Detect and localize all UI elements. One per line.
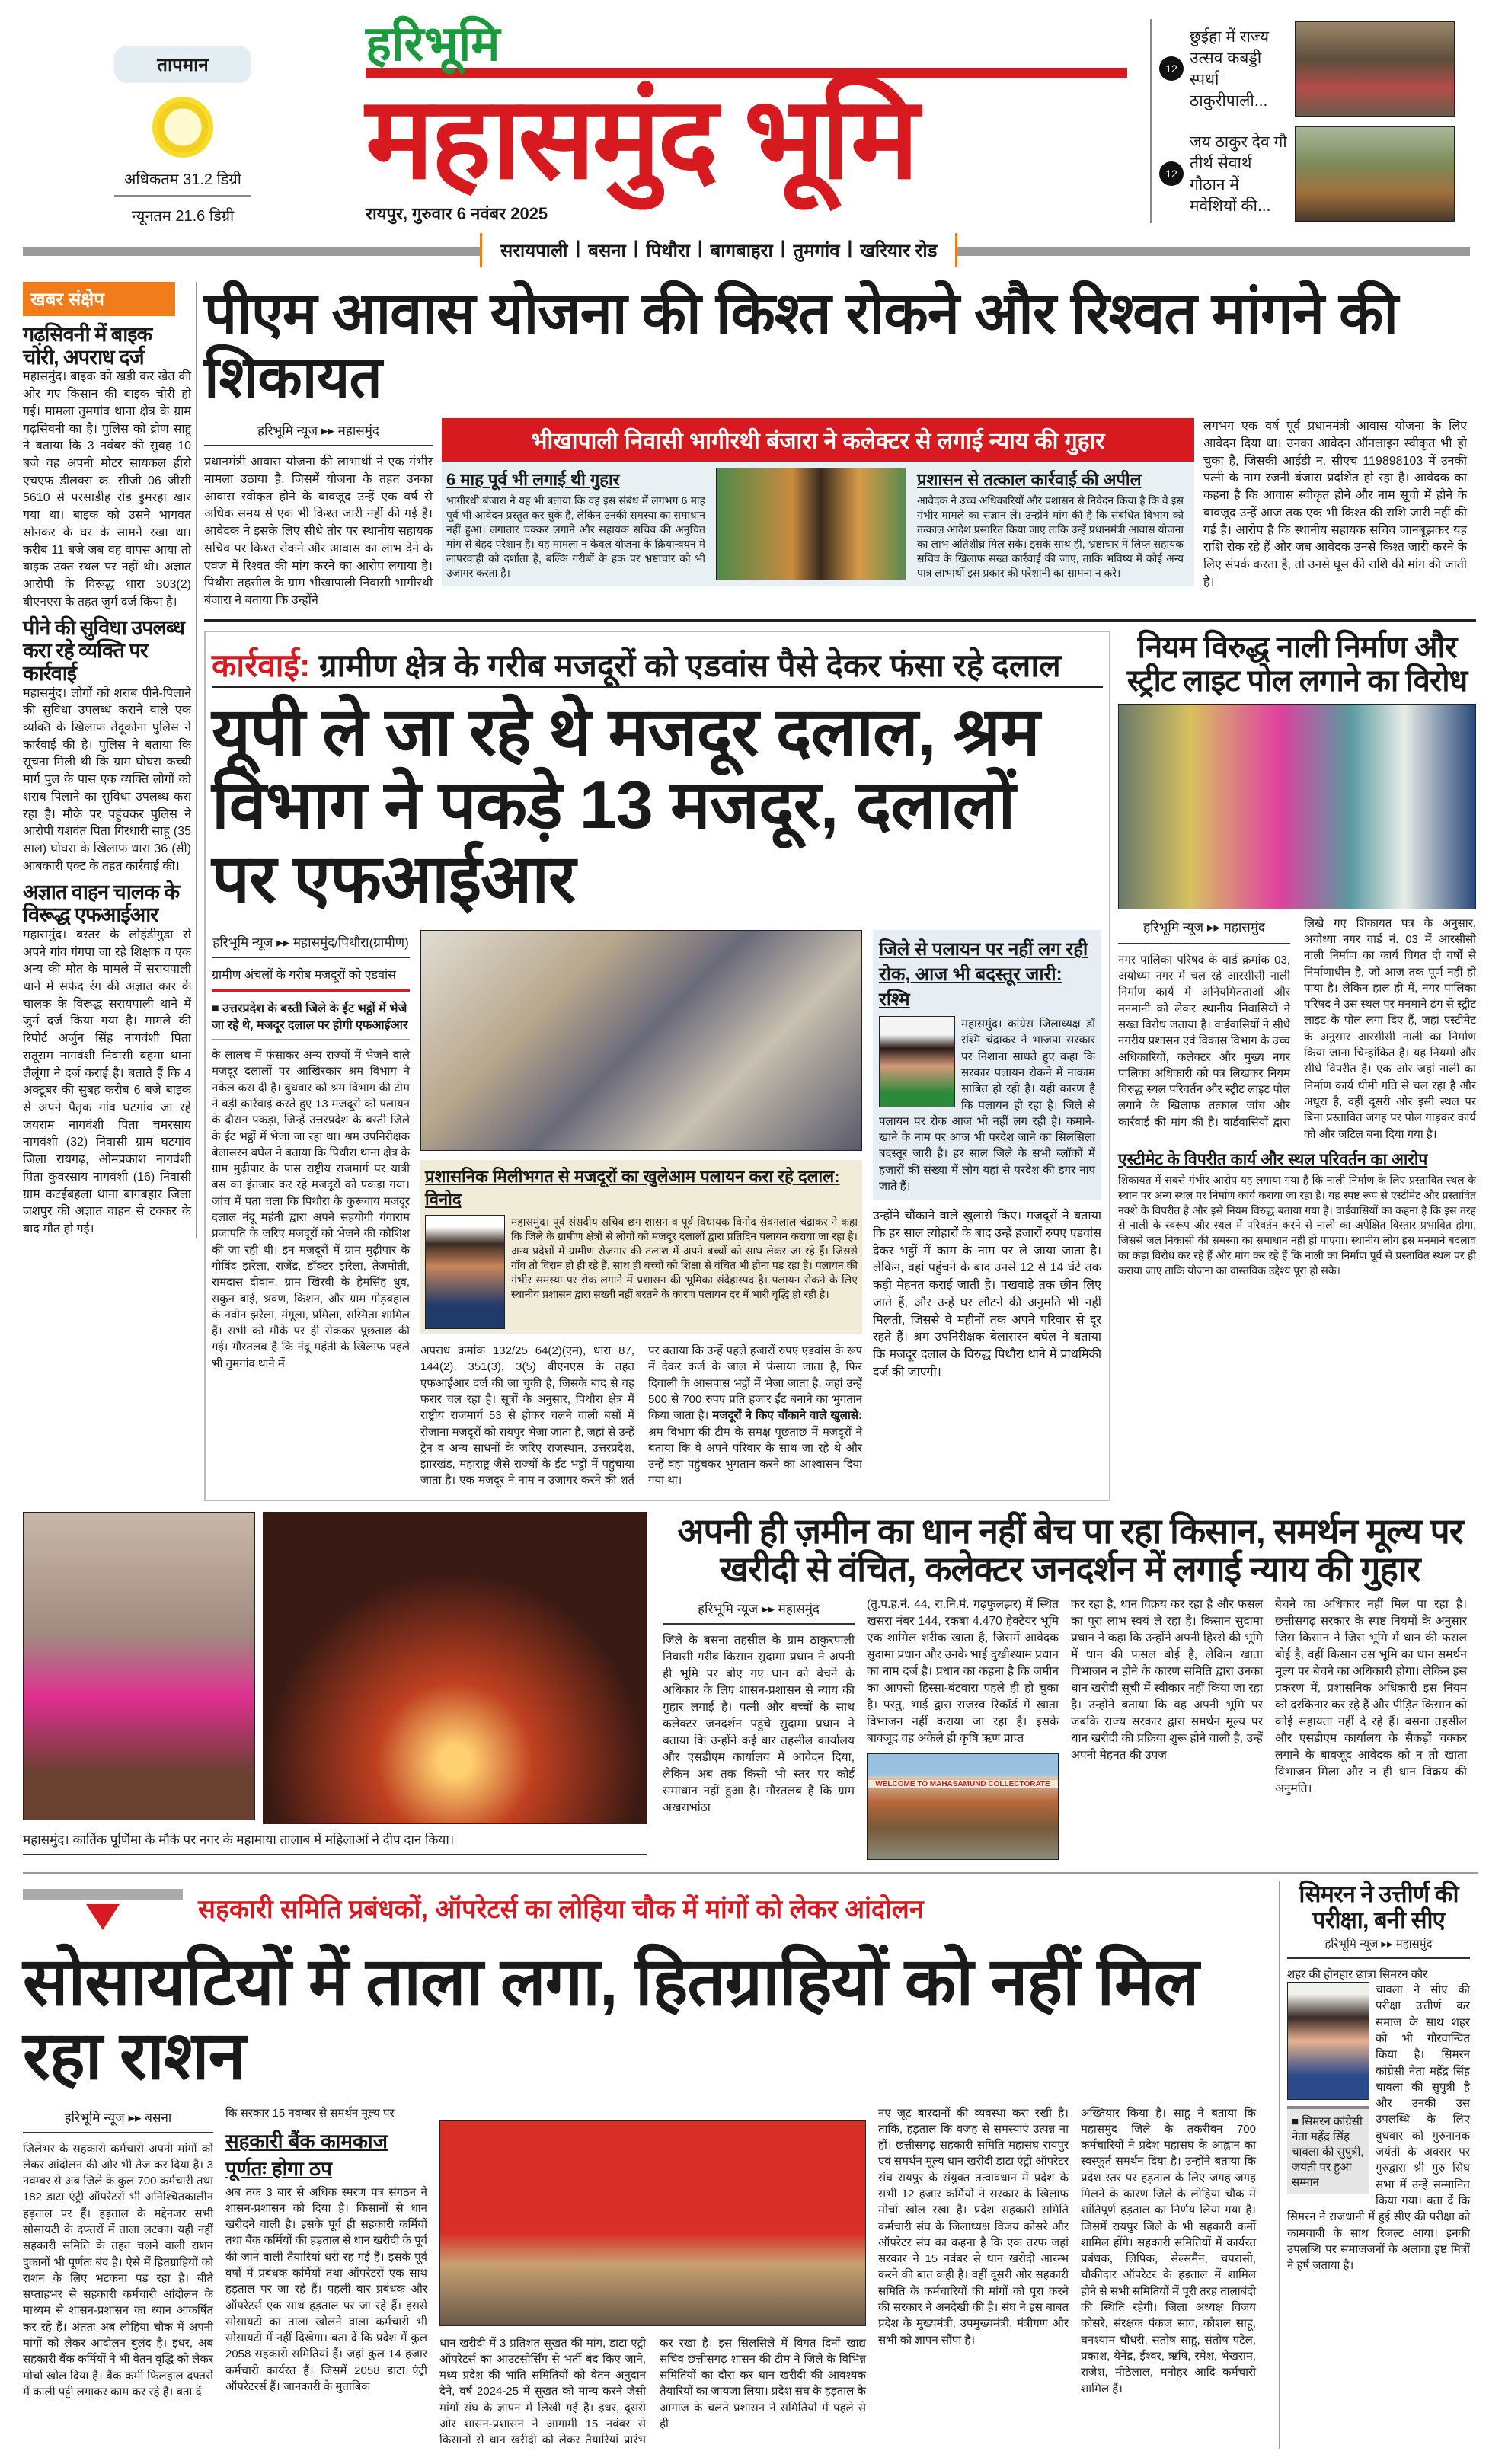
deepdaan-photo-2 [263,1512,647,1824]
story3-headline: नियम विरुद्ध नाली निर्माण और स्ट्रीट लाइट पोल लगाने का विरोध [1126,630,1468,698]
teaser-text: छुईहा में राज्य उत्सव कबड्डी स्पर्धा ठाकुरीपाली... [1190,28,1270,110]
second-band [23,1512,1478,1860]
brief-body: महासमुंद। बाइक को खड़ी कर खेत की ओर गए किसान की बाइक चोरी हो गई। मामला तुमगांव थाना क्षेत्र के ग्राम गढ़सिवनी का है। पुलिस को द्रोण साहू ने बताया कि 3 नवंबर की सुबह 10 बजे वह अपनी मोटर सायकल हीरो एचएफ डीलक्स क्र. सीजी 06 जीसी 5610 से परसाडीह रोड डुमरहा खार गया था। बाइक को उसने भागवत सोनकर के घर के सामने रखा था। करीब 11 बजे जब वह वापस आया तो बाइक उक्त स्थल पर नहीं थी। अज्ञात आरोपी के विरूद्ध धारा 303(2) बीएनएस के तहत जुर्म दर्ज किया है। [23,370,191,609]
photo-caption: महासमुंद। कार्तिक पूर्णिमा के मौके पर नगर के महामाया तालाब में महिलाओं ने दीप दान किया। [23,1824,647,1855]
brand-logo: हरिभूमि [366,16,500,71]
weather-label: तापमान [114,46,251,83]
story5-col4: नए जूट बारदानों की व्यवस्था करा रखी है। ताकि, हड़ताल कि वजह से समस्याएं उत्पन्न ना हों। छत्तीसगढ़ सहकारी समिति महासंघ रायपुर एवं समर्थन मूल्य धान खरीदी डाटा एंट्री ऑपरेटर संघ रायपुर के संयुक्त तत्वावधान में प्रदेश के सभी 12 हजार कर्मियों ने सरकार के खिलाफ मोर्चा खोल रखा है। प्रदेश सहकारी समिति कर्मचारी संघ के जिलाध्यक्ष विजय कोसरे और ऑपरेटर संघ का कहना है कि एक तरफ जहां सरकार ने 15 नवंबर से धान खरीदी आरम्भ करने की बात कही है। वहीं दूसरी ओर सहकारी समिति के कर्मचारियों की मांगों को पूरा करने की सरकार ने अनदेखी की है। संघ ने इस बाबत प्रदेश के मुख्यमंत्री, उपमुख्यमंत्री, मंत्रीगण और सभी को ज्ञापन सौंपा है। [878,2106,1069,2347]
brief-title: गढ़सिवनी में बाइक चोरी, अपराध दर्ज [23,323,152,369]
story2-intro: ग्रामीण अंचलों के गरीब मजदूरों को एडवांस [212,966,410,992]
nav-bar [23,233,1470,271]
story4 [663,1512,1478,1860]
byline: हरिभूमि न्यूज ▸▸ बसना [23,2105,213,2133]
story2-body-b: अपराध क्रमांक 132/25 64(2)(एम), धारा 87, 144(2), 351(3), 3(5) बीएनएस के तहत एफआईआर दर्ज की जा चुकी है, जिसके बाद से वह फरार चल रहा है। सूत्रों के अनुसार, पिथौरा क्षेत्र में राष्ट्रीय राजमार्ग 53 से होकर चलने वाली बसों में रोजाना मजदूरों को रायपुर भेजा जाता है, जहां से उन्हें ट्रेन व अन्य साधनों के जरिए राजस्थान, उत्तरप्रदेश, झारखंड, महाराष्ट्र जैसे राज्यों के ईंट भट्ठों में पहुंचाया जाता है। एक मजदूर ने नाम न उजागर करने की शर्त पर बताया कि उन्हें पहले हजारों रुपए एडवांस के रूप में देकर कर्ज के जाल में फंसाया जाता है, फिर दिवाली के आसपास भट्ठों में भेजा जाता है, जहां उन्हें 500 से 700 रुपए प्रति हजार ईंट बनाने का भुगतान किया जाता है। मजदूरों ने किए चौंकाने वाले खुलासे: श्रम विभाग की टीम के समक्ष पूछताछ में मजदूरों ने बताया कि वे अपने परिवार के साथ जा रहे थे और उन्हें वहां पहुंचकर भुगतान करने का आश्वासन दिया गया था। [420,1344,862,1488]
box2-title: प्रशासन से तत्काल कार्रवाई की अपील [917,470,1142,490]
story4-col3: कर रहा है, धान विक्रय कर रहा है और फसल का पूरा लाभ स्वयं ले रहा है। किसान सुदामा प्रधान ने कहा कि उन्होंने अपनी हिस्से की भूमि में धान की फसल बोई है, लेकिन खाता विभाजन न होने के कारण समिति द्वारा उनका धान खरीदी सूची में स्वीकार नहीं किया जा रहा है। उन्होंने बताया कि वह अपनी भूमि पर जबकि राज्य सरकार द्वारा समर्थन मूल्य पर धान खरीदी की प्रक्रिया शुरू होने वाली है, उन्हें अपनी मेहनत की उपज [1071,1597,1263,1762]
story5-kicker: सहकारी समिति प्रबंधकों, ऑपरेटर्स का लोहिया चौक में मांगों को लेकर आंदोलन [198,1894,924,1924]
story6-headline: सिमरन ने उत्तीर्ण की परीक्षा, बनी सीए [1299,1880,1459,1933]
briefs-header: खबर संक्षेप [23,282,175,316]
brief-title: पीने की सुविधा उपलब्ध करा रहे व्यक्ति पर कार्रवाई [23,616,184,685]
collectorate-sign: WELCOME TO MAHASAMUND COLLECTORATE [868,1780,1058,1788]
story6-bullet: ■ सिमरन कांग्रेसी नेता महेंद्र सिंह चावला की सुपुत्री, जयंती पर हुआ सम्मान [1287,2106,1369,2194]
nav-bagbahara[interactable]: बागबाहरा [710,241,773,261]
rashmi-sidebar [873,930,1101,1200]
story3-subhead: एस्टीमेट के विपरीत कार्य और स्थल परिवर्तन का आरोप [1118,1150,1428,1168]
kicker-label: कार्रवाई: [212,647,311,683]
protest-photo [1118,704,1476,909]
teaser-1[interactable] [1159,19,1470,118]
byline: हरिभूमि न्यूज ▸▸ महासमुंद [1287,1933,1470,1959]
brief-title: अज्ञात वाहन चालक के विरूद्ध एफआईआर [23,880,180,927]
story4-col2: (तु.प.ह.नं. 44, रा.नि.मं. गढ़फुलझर) में स्थित खसरा नंबर 144, रकबा 4.470 हेक्टेयर भूमि एक शामिल शरीक खाता है, जिसमें आवेदक सुदामा प्रधान और उनके भाई दुखीश्याम प्रधान का नाम दर्ज है। प्रधान का कहना है कि जमीन का आपसी हिस्सा-बंटवारा पहले ही हो चुका है। परंतु, भाई द्वारा राजस्व रिकॉर्ड में खाता विभाजन नहीं कराया जा रहा है। इसके बावजूद वह अकेले ही कृषि ऋण प्राप्त [867,1597,1059,1745]
kabaddi-photo [1295,21,1455,117]
deepdaan-photo-1 [23,1512,255,1820]
story1-left [204,418,433,609]
byline: हरिभूमि न्यूज ▸▸ महासमुंद [204,418,433,446]
section-arrow-icon [23,1889,183,1900]
story5-col2: अब तक 3 बार से अधिक स्मरण पत्र संगठन ने शासन-प्रशासन को दिया है। किसानों से धान खरीदने वाली है। इसके पूर्व ही सहकारी कर्मियों तथा बैंक कर्मियों की हड़ताल से धान खरीदी के पूर्व की जाने वाली तैयारियां धरी रह गई हैं। इसके पूर्व वर्षों में प्रबंधक कर्मियों तथा ऑपरेटरों एक साथ हड़ताल पर जा रहे हैं। पहली बार प्रबंधक और ऑपरेटर्स एक साथ हड़ताल पर जा रहे हैं। इससे सोसायटी का ताला खोलने वाला कर्मचारी भी सोसायटी में नहीं दिखेगा। बता दें कि प्रदेश में कुल 2058 सहकारी समितियां हैं। जहां कुल 14 हजार कर्मचारी कार्यरत हैं। जिसमें 2058 डाटा एंट्री ऑपरेटरर्स हैं। जानकारी के मुताबिक [225,2185,427,2394]
masthead [23,0,1478,225]
story4-headline: अपनी ही ज़मीन का धान नहीं बेच पा रहा किसान, समर्थन मूल्य पर खरीदी से वंचित, कलेक्टर जनदर्शन में लगाई न्याय की गुहार [677,1510,1463,1590]
story5 [23,1881,1280,2449]
vinod-title: प्रशासनिक मिलीभगत से मजदूरों का खुलेआम पलायन करा रहे दलाल: विनोद [425,1167,840,1210]
sun-icon [157,101,209,153]
box1-title: 6 माह पूर्व भी लगाई थी गुहार [446,470,620,490]
vinod-body: महासमुंद। पूर्व संसदीय सचिव छग शासन व पूर्व विधायक विनोद सेवनलाल चंद्राकर ने कहा कि जिले के ग्रामीण क्षेत्रों से लोगों को मजदूर दलालों द्वारा प्रतिदिन पलायन कराया जा रहा है। अन्य प्रदेशों में ग्रामीण रोजगार की तलाश में अपने बच्चों को साथ लेकर जा रहे हैं। जिससे गॉंव तो विरान हो ही रहे हैं, साथ ही बच्चों को शिक्षा से वंचित भी होना पड़ रहा है। पलायन की गंभीर समस्या पर रोक लगाने में प्रशासन की भूमिका संदेहास्पद है। पलायन रोकने के लिए स्थानीय प्रशासन द्वारा सख्ती नहीं बरतने के कारण पलायन दर में भारी वृद्धि हो रही है। [511,1216,858,1300]
nav-khariyar-road[interactable]: खरियार रोड [860,241,938,261]
brief-body: महासमुंद। लोगों को शराब पीने-पिलाने की सुविधा उपलब्ध कराने वाले एक व्यक्ति के खिलाफ तेंदूकोना पुलिस ने कार्रवाई की है। पुलिस ने बताया कि सूचना मिली थी कि ग्राम घोघरा कच्ची मार्ग पुल के पास एक व्यक्ति लोगों को शराब पिलाने का सुविधा उपलब्ध करा रहा है। मौके पर पहुंचकर पुलिस ने आरोपी यशवंत पिता गिरधारी साहू (35 साल) घोघरा के खिलाफ धारा 36 (सी) आबकारी एक्ट के तहत कार्रवाई की। [23,686,191,873]
story1-headline: पीएम आवास योजना की किश्त रोकने और रिश्वत मांगने की शिकायत [204,281,1398,410]
news-briefs [23,282,197,1238]
vinod-photo [425,1215,505,1329]
rashmi-title: जिले से पलायन पर नहीं लग रही रोक, आज भी बदस्तूर जारी: रश्मि [879,939,1088,1011]
section-divider [204,619,1476,622]
max-temp: अधिकतम 31.2 डिग्री [114,168,251,197]
story1-body: प्रधानमंत्री आवास योजना की लाभार्थी ने एक गंभीर मामला उठाया है, जिसमें योजना के तहत उनका आवास स्वीकृत होने के बावजूद उन्हें एक वर्ष से अधिक समय से एक भी किश्त जारी नहीं की गई है। आवेदक ने इसके लिए सीधे तौर पर स्थानीय सहायक सचिव पर किश्त रोकने और आवास का लाभ देने के एवज में रिश्वत की मांग करने का आरोप लगाया है। पिथौरा तहसील के ग्राम भीखापाली निवासी भागीरथी बंजारा ने बताया कि उन्होंने [204,455,433,607]
brief-item [23,881,191,1238]
vinod-box [420,1160,862,1334]
rashmi-photo [879,1016,955,1107]
box1-body: भागीरथी बंजारा ने यह भी बताया कि वह इस संबंध में लगभग 6 माह पूर्व भी आवेदन प्रस्तुत कर चुके हैं, लेकिन उनकी समस्या का समाधान नहीं हुआ। लगातार चक्कर लगाने और सहायक सचिव की अनुचित मांग से बेहद परेशान हैं। यह मामला न केवल योजना के क्रियान्वयन में लापरवाही को दर्शाता है, बल्कि गरीबों के हक पर भ्रष्टाचार को भी उजागर करता है। [446,494,705,579]
story5-col5: अख्तियार किया है। साहू ने बताया कि महासमुंद जिले के तकरीबन 700 कर्मचारियों ने प्रदेश महासंघ के आह्वान का स्वस्फूर्त समर्थन दिया है। उन्होंने बताया कि प्रदेश स्तर पर हड़ताल के लिए जगह जगह मिलने के कारण जिले के लोहिया चौक में शांतिपूर्ण हड़ताल का निर्णय लिया गया है। जिसमें रायपुर जिले के भी सहकारी कर्मी शामिल होंगे। सहकारी समितियों में कार्यरत प्रबंधक, लिपिक, सेल्समैन, चपरासी, चौकीदार ऑपरेटर के हड़ताल में शामिल होने से सभी समितियों में पूरी तरह तालाबंदी की स्थिति रहेगी। जिला अध्यक्ष विजय कोसरे, संरक्षक पंकज साव, कौशल साहू, घनश्याम चौधरी, संतोष साहू, संतोष पटेल, प्रकाश, येनेंद्र, ईश्वर, ऋषि, रमेश, भेखराम, राजेश, मीठेलाल, मनोहर आदि कर्मचारी शामिल हैं। [1081,2106,1256,2395]
story1-banner: भीखापाली निवासी भागीरथी बंजारा ने कलेक्टर से लगाई न्याय की गुहार [442,418,1194,462]
simran-photo [1287,1982,1369,2100]
logo-block [366,16,1127,225]
photo-group [23,1512,647,1855]
middle-row [204,631,1476,1501]
applicant-photo [716,468,906,580]
section-nav: सरायपाली | बसना | पिथौरा | बागबाहरा | तुमगांव | खरियार रोड [480,233,957,267]
teasers [1150,19,1470,223]
story2-kicker: कार्रवाई: ग्रामीण क्षेत्र के गरीब मजदूरों को एडवांस पैसे देकर फंसा रहे दलाल [212,643,1103,688]
story5-col3: धान खरीदी में 3 प्रतिशत सूखत की मांग, डाटा एंट्री ऑपरेटर्स का आउटसोर्सिंग से भर्ती बंद किए जाने, मध्य प्रदेश की भांति समितियों को वेतन अनुदान देने, वर्ष 2024-25 में सूखत को मान्य करने जैसी मांगों संघ के ज्ञापन में लिखी गई है। इधर, दूसरी ओर शासन-प्रशासन ने आगामी 15 नवंबर से किसानों से धान खरीदी को लेकर तैयारियां प्रारंभ कर रखा है। इस सिलसिले में विगत दिनों खाद्य सचिव छत्तीसगढ़ शासन की टीम ने जिले के विभिन्न समितियों का दौरा कर धान खरीदी की आवश्यक तैयारियों का जायजा लिया। प्रदेश संघ के हड़ताल के आगाज के चलते प्रशासन ने समितियों में पहले से ही [439,2336,866,2447]
nav-pithora[interactable]: पिथौरा [646,241,690,261]
min-temp: न्यूनतम 21.6 डिग्री [131,208,235,225]
laborers-photo [420,930,862,1151]
story4-body [663,1596,1478,1860]
subhead: मजदूरों ने किए चौंकाने वाले खुलासे: [712,1409,862,1423]
story2-body-d: उन्होंने चौंकाने वाले खुलासे किए। मजदूरों ने बताया कि हर साल त्योहारों के बाद उन्हें हजारों रुपए एडवांस देकर भट्ठों में काम के नाम पर ले जाया जाता है। लेकिन, वहां पहुंचने के बाद उनसे 12 से 14 घंटे तक कड़ी मेहनत कराई जाती है। पखवाड़े तक छीन लिए जाते हैं, और उन्हें घर लौटने की अनुमति भी नहीं मिलती, जिससे वे महीनों तक अपने परिवार से दूर रहते हैं। श्रम उपनिरीक्षक बेलासरन बघेल ने बताया कि मजदूर दलाल के विरुद्ध पिथौरा थाने में प्राथमिकी दर्ज की जाएगी। [873,1210,1101,1379]
byline: हरिभूमि न्यूज ▸▸ महासमुंद [663,1596,855,1625]
cattle-photo [1295,126,1455,222]
story3-sub-body: शिकायत में सबसे गंभीर आरोप यह लगाया गया है कि नाली निर्माण के लिए प्रस्तावित स्थल के स्थान पर अन्य स्थल पर निर्माण कार्य कराया जा रहा है। यह स्पष्ट रूप से एस्टीमेट और प्रस्तावित नक्शे के विपरीत है और इसे नियम विरुद्ध बताया गया है। वार्डवासियों का कहना है कि इस तरह से नाली के स्वरूप और स्थल में परिवर्तन करने से नाली का अपेक्षित विस्तार प्रभावित होगा, जिससे जल निकासी की समस्या का समाधान नहीं हो पाएगा। स्थानीय लोग इस मनमाने बदलाव का कड़ा विरोध कर रहे हैं और मांग कर रहे हैं कि नाली का निर्माण पूर्व से प्रस्तावित स्थल पर ही कराया जाए ताकि योजना का वास्तविक उद्देश्य पूरा हो सके। [1118,1173,1476,1277]
nav-tumgaon[interactable]: तुमगांव [793,241,840,261]
teaser-2[interactable] [1159,124,1470,223]
story1-row [204,418,1476,609]
story5-subhead: सहकारी बैंक कामकाज पूर्णतः होगा ठप [225,2129,388,2180]
edition-title: महासमुंद भूमि [366,68,1127,199]
story2-bullet: ■ उत्तरप्रदेश के बस्ती जिले के ईंट भट्ठों में भेजे जा रहे थे, मजदूर दलाल पर होगी एफआईआर [212,999,410,1040]
story2-box [204,631,1110,1501]
weather-box [114,46,251,225]
story5-col1: जिलेभर के सहकारी कर्मचारी अपनी मांगों को लेकर आंदोलन की ओर भी तेज कर दिया है। 3 नवम्बर से अब जिले के कुल 700 कर्मचारी तथा 182 डाटा एंट्री ऑपरेटरों भी अनिश्चितकालीन हड़ताल पर हैं। हड़ताल के मद्देनजर सभी सोसायटी के दफ्तरों में ताला लटका। यही नहीं सहकारी समिति के तहत चलने वाली राशन दुकानों भी पूर्णतः बंद है। ऐसे में हितग्राहियों को राशन के लिए भटकना पड़ रहा है। बीते सप्ताहभर से सहकारी कर्मचारी आंदोलन के माध्यम से शासन-प्रशासन का ध्यान आकर्षित कर रहे हैं। अंततः अब लोहिया चौक में अपनी मांगों को लेकर आंदोलन बुलंद है। इधर, अब सहकारी बैंक कर्मियों ने भी वेतन वृद्धि को लेकर मोर्चा खोल दिया है। बैंक कर्मी फिलहाल दफ्तरों में काली पट्टी लगाकर काम कर रहे हैं। बता दें [23,2142,213,2398]
page-badge: 12 [1159,161,1184,186]
upper-band [23,282,1478,1501]
story2-body-a: के लालच में फंसाकर अन्य राज्यों में भेजने वाले मजदूर दलालों पर आखिरकार श्रम विभाग ने नकेल कस दी है। बुधवार को श्रम विभाग की टीम ने बड़ी कार्रवाई करते हुए 13 मजदूरों को पलायन के दौरान पकड़ा, जिन्हें उत्तरप्रदेश के बस्ती जिले के ईंट भट्ठों में भेजा जा रहा था। श्रम उपनिरीक्षक बेलासरन बघेल ने बताया कि पिथौरा थाना क्षेत्र के ग्राम मुढ़ीपार के पास राष्ट्रीय राजमार्ग पर यात्री बस का इंतजार कर रहे मजदूरों को पकड़ा गया। जांच में पता चला कि पिथौरा के कुरूवाय मजदूर दलाल नंदू महंती द्वारा अपने सहयोगी गंगाराम प्रजापति के जरिए मजदूरों को भेजने की कोशिश की जा रही थी। इन मजदूरों में ग्राम मुढ़ीपार के गोविंद झरेला, राजेंद्र, डॉक्टर झरेला, तेजमोती, रामदास दीवान, ग्राम खिरवी के हेमसिंह धुव, सकुन बाई, श्रवण, किशन, और ग्राम गोड़बहाल के नवीन झरेला, मंगूला, प्रमिला, सस्मिता शामिल हैं। सभी को मौके पर ही रोककर पूछताछ की गई। गौरतलब है कि नंदू महंती के खिलाफ पहले भी तुमगांव थाने में [212,1049,410,1370]
story5-body [23,2105,1271,2449]
brief-item [23,617,191,875]
story5-headline: सोसायटियों में ताला लगा, हितग्राहियों को नहीं मिल रहा राशन [23,1943,1199,2093]
brief-item [23,324,191,611]
story2-headline: यूपी ले जा रहे थे मजदूर दलाल, श्रम विभाग ने पकड़े 13 मजदूर, दलालों पर एफआईआर [212,693,1040,917]
main-area [204,282,1476,1501]
story1-body-right: लगभग एक वर्ष पूर्व प्रधानमंत्री आवास योजना के लिए आवेदन दिया था। उनका आवेदन ऑनलाइन स्वीकृत भी हो चुका है, जिसकी आईडी नं. सीएच 119898103 में उनकी पत्नी के नाम रजनी बंजारा प्रदर्शित हो रहा है। आवेदक का कहना है कि आवास स्वीकृत होने और नाम सूची में होने के बावजूद उन्हें आज तक एक भी किश्त की राशि जारी नहीं की गई है। आरोप है कि स्थानीय सहायक सचिव जानबूझकर यह राशि रोक रहे हैं और जब आवेदक उनसे किश्त जारी करने के लिए संपर्क करता है, तो उनसे घूस की राशि की मांग की जाती है। [1203,420,1467,589]
story6-lead: शहर की होनहार छात्रा सिमरन कौर [1287,1968,1428,1982]
story3-body: हरिभूमि न्यूज ▸▸ महासमुंद नगर पालिका परिषद के वार्ड क्रमांक 03, अयोध्या नगर में चल रहे आरसीसी नाली निर्माण कार्य में अनियमितताओं और मनमानी को लेकर स्थानीय निवासियों ने सख्त विरोध जताया है। वार्डवासियों ने सीधे नगरीय प्रशासन एवं विकास विभाग के उच्च अधिकारियों, कलेक्टर और मुख्य नगर पालिका अधिकारी को पत्र लिखकर नियम विरुद्ध स्थल परिवर्तन और स्ट्रीट लाइट पोल लगाने के खिलाफ तत्काल जांच और कार्रवाई की मांग की है। वार्डवासियों द्वारा लिखे गए शिकायत पत्र के अनुसार, अयोध्या नगर वार्ड नं. 03 में आरसीसी नाली निर्माण का कार्य विगत दो वर्षों से निर्माणाधीन है, जो आज तक पूर्ण नहीं हो पाया है। लेकिन हाल ही में, नगर पालिका परिषद ने उस स्थल पर मनमाने ढंग से स्ट्रीट लाइट के पोल लगा दिए हैं, जहां एस्टीमेट के अनुसार आरसीसी नाली का निर्माण किया जाना चिन्हांकित है। यह नियमों और सीधे विपरीत है। एक ओर जहां नाली का निर्माण कार्य धीमी गति से चल रहा है और अधूरा है, वहीं दूसरी ओर इसी स्थल पर बिना प्रस्तावित जगह पर पोल गाड़कर कार्य को और जटिल बना दिया गया है। [1118,916,1476,1141]
rashmi-body: महासमुंद। कांग्रेस जिलाध्यक्ष डॉ रश्मि चंद्राकर ने भाजपा सरकार पर निशाना साधते हुए कहा कि सरकार पलायन रोकने में नाकाम साबित हो रही है। यही कारण है कि पलायन हो रहा है। जिले से पलायन पर रोक आज भी नहीं लग रही है। कमाने-खाने के नाम पर आज भी परदेश जाने का सिलसिला बदस्तूर जारी है। हर साल जिले के सभी ब्लॉकों में हजारों की संख्या में लोग यहां से परदेश की डगर नाप जाते हैं। [879,1018,1095,1194]
nav-basna[interactable]: बसना [588,241,626,261]
nav-sarayapali[interactable]: सरायपाली [500,241,568,261]
story4-col1: जिले के बसना तहसील के ग्राम ठाकुरपाली निवासी गरीब किसान सुदामा प्रधान ने अपनी ही भूमि पर बोए गए धान को बेचने के अधिकार के लिए शासन-प्रशासन से न्याय की गुहार लगाई है। पत्नी और बच्चों के साथ कलेक्टर जनदर्शन पहुंचे सुदामा प्रधान ने बताया कि उन्होंने कई बार तहसील कार्यालय और एसडीएम कार्यालय में आवेदन दिया, लेकिन अब तक किसी भी स्तर पर कोई समाधान नहीं हुआ है। गौरतलब है कि ग्राम अखराभांठा [663,1633,855,1814]
dateline: रायपुर, गुरुवार 6 नवंबर 2025 [366,203,548,223]
story1-redbox [442,418,1194,586]
strike-photo [439,2120,866,2326]
story6-body: चावला ने सीए की परीक्षा उत्तीर्ण कर समाज के साथ शहर को भी गौरवान्वित किया है। सिमरन कांग्रेसी नेता महेंद्र सिंह चावला की सुपुत्री है और उनकी उस उपलब्धि के लिए बुधवार को गुरुनानक जयंती के अवसर पर गुरुद्वारा श्री गुरु सिंघ सभा में उन्हें सम्मानित किया गया। बता दें कि सिमरन ने राजधानी में हुई सीए की परीक्षा को कामयाबी के साथ रिजल्ट आया। इनकी उपलब्धि पर समाजजनों के अलावा इष्ट मित्रों ने हर्ष जताया है। [1287,1983,1470,2273]
story4-col4: बेचने का अधिकार नहीं मिल पा रहा है। छत्तीसगढ़ सरकार के स्पष्ट नियमों के अनुसार जिस किसान ने जिस भूमि में धान की फसल बोई है, वहीं किसान उस भूमि का धान समर्थन मूल्य पर बेचने का अधिकारी होगा। लेकिन इस प्रकरण में, प्रशासनिक अधिकारी इस नियम को दरकिनार कर रहे हैं और पीड़ित किसान को कोई सहायता नहीं दे रहे हैं। बसना तहसील और एसडीएम कार्यालय के सैकड़ों चक्कर लगाने के बावजूद आवेदक को न तो खाता विभाजन मिला और न ही धान विक्रय की अनुमति। [1275,1597,1467,1795]
page-badge: 12 [1159,56,1184,81]
story3 [1118,631,1476,1279]
teaser-text: जय ठाकुर देव गौ तीर्थ सेवार्थ गौठान में मवेशियों की... [1190,133,1287,215]
byline: हरिभूमि न्यूज ▸▸ महासमुंद [1118,916,1290,944]
story5-col2a: कि सरकार 15 नवम्बर से समर्थन मूल्य पर [225,2106,395,2120]
bottom-band [23,1881,1478,2449]
collectorate-photo [867,1753,1059,1860]
story6 [1287,1881,1470,2274]
box2-body: आवेदक ने उच्च अधिकारियों और प्रशासन से निवेदन किया है कि वे इस गंभीर मामले का संज्ञान लें। उन्होंने मांग की है कि संबंधित विभाग को तत्काल आदेश प्रसारित किया जाए ताकि उन्हें प्रधानमंत्री आवास योजना का लाभ अतिशीघ्र मिल सके। इसके साथ ही, भ्रष्टाचार में लिप्त सहायक सचिव के खिलाफ सख्त कार्रवाई की जाए, ताकि भविष्य में कोई अन्य पात्र लाभार्थी इस प्रकार की परेशानी का सामना न करे। [917,494,1184,579]
brief-body: महासमुंद। बस्तर के लोहंडीगुडा से अपने गांव गंगपा जा रहे शिक्षक व एक अन्य की मौत के मामले में सरायपाली थाने में सफेद रंग की अज्ञात कार के चालक के विरूद्ध सरायपाली थाने में जुर्म दर्ज किया गया है। मामले की रिपोर्ट अर्जुन सिंह नागवंशी पिता रातूराम नागवंशी निवासी बहमा थाना लैलूंगा ने दर्ज कराई है। बताते हैं कि 4 अक्टूबर की सुबह करीब 6 बजे बाइक से अपने पैतृक गांव घटगांव जा रहे जयराम नागवंशी पिता चमरसाय नागवंशी (32) निवासी ग्राम घटगांव जिला रायगढ़, ओमप्रकाश नागवंशी पिता कुंवरसाय नागवंशी (16) निवासी ग्राम कटईबहला थाना बागबहार जिला जशपुर की अज्ञात वाहन से टक्कर के बाद मौत हो गई। [23,928,191,1235]
chevron-down-icon [86,1904,120,1930]
byline: हरिभूमि न्यूज ▸▸ महासमुंद/पिथौरा(ग्रामीण) [212,930,410,958]
